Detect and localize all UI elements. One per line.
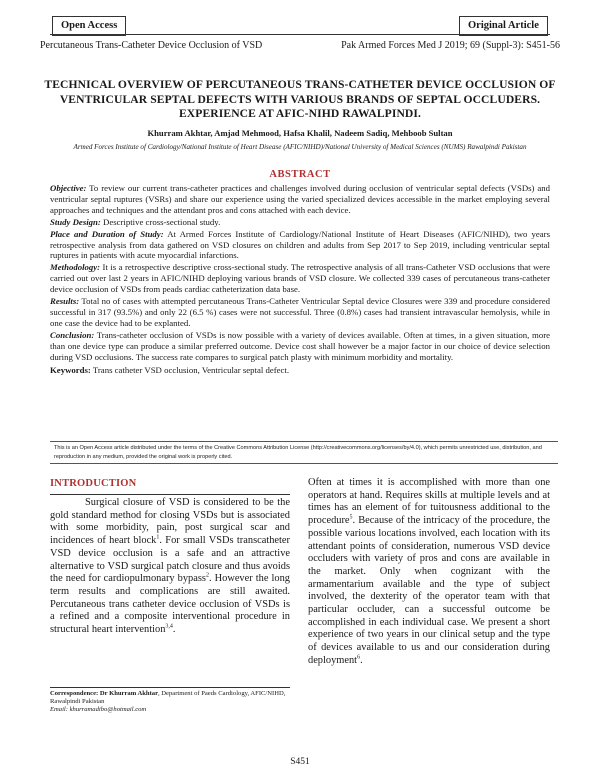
- citation-ref: 5: [349, 514, 353, 521]
- abstract-methodology: Methodology: It is a retrospective descriptive cross-sectional study. The retrospective analysis of all trans-Catheter VSD occlusions that were carried out over last 2 years in AFIC/NIHD deploying various brands of VSD closure. We collected 339 cases of percutaneous trans-catheter device occlusion of VSDs from peads cardiac catheterization data base.: [50, 262, 550, 295]
- article-title: TECHNICAL OVERVIEW OF PERCUTANEOUS TRANS-CATHETER DEVICE OCCLUSION OF VENTRICULAR SEPTAL DEFECTS WITH VARIOUS BRANDS OF SEPTAL OCCLUDERS. EXPERIENCE AT AFIC-NIHD RAWALPINDI.: [44, 78, 556, 120]
- author-list: Khurram Akhtar, Amjad Mehmood, Hafsa Khalil, Nadeem Sadiq, Mehboob Sultan: [147, 128, 453, 138]
- license-notice: This is an Open Access article distributed under the terms of the Creative Commons Attribution License (http://creativecommons.org/licenses/by/4.0), which permits unrestricted use, distribution, and reproduction in any medium, provided the original work is properly cited.: [50, 441, 558, 464]
- introduction-heading: INTRODUCTION: [50, 478, 137, 489]
- abstract-keywords: Keywords: Trans catheter VSD occlusion, Ventricular septal defect.: [50, 364, 290, 375]
- abstract-place: Place and Duration of Study: At Armed Forces Institute of Cardiology/National Institute of Heart Diseases (AFIC/NIHD), two years retrospective analysis from data gathered on VSD closures on children and adults from Sep 2017 to Sep 2019, including ventricular septal ruptures in patients with acute myocardial infarctions.: [50, 228, 550, 261]
- intro-right-column: [308, 477, 550, 668]
- introduction-rule: [50, 494, 290, 495]
- open-access-badge: Open Access: [52, 16, 126, 36]
- running-title: Percutaneous Trans-Catheter Device Occlusion of VSD: [40, 40, 263, 51]
- abstract-results: Results: Total no of cases with attempted percutaneous Trans-Catheter Ventricular Septal device Closures were 339 and procedure considered successful in 317 (93.5%) and only 22 (6.5 %) cases were not successful. Three (0.8%) cases had transient intravascular hemolysis, while in one case the device had to be explanted.: [50, 296, 550, 328]
- abstract-heading: ABSTRACT: [269, 169, 331, 180]
- citation-ref: 6: [357, 654, 361, 661]
- abstract-conclusion: Conclusion: Trans-catheter occlusion of VSDs is now possible with a variety of devices available. Often at times, in a given situation, more than one device type can produce a similar preferred outcome. Device cost shall however be a major factor in our choice of device selection during VSD occlusions. The success rate compares to surgical patch plasty with minimum morbidity and mortality.: [50, 329, 550, 362]
- intro-paragraph-2: Often at times it is accomplished with more than one operators at hand. Requires skills at multiple levels and at times has an element of for tuitousness additional to the procedure$^5$. Because of the intricacy of the procedure, the possible various locations involved, each location with its attendant points of consideration, numerous VSD device occluders with variety of pros and cons are available in the market. Only when cognizant with the armamentarium available and the type of subject involved, the dexterity of the operator team with that particular occluder, can a successful outcome be accomplished in each individual case. We present a short experience of two years in our clinical setup and the type of devices available to us and our consideration during deployment$^6$.: [308, 477, 550, 666]
- citation-ref: 1: [156, 534, 160, 541]
- journal-citation: Pak Armed Forces Med J 2019; 69 (Suppl-3): S451-56: [341, 40, 560, 51]
- correspondence: Correspondence: Dr Khurram Akhtar, Department of Paeds Cardiology, AFIC/NIHD, Rawalpindi Pakistan Email: khurramadibo@hotmail.com: [50, 690, 286, 714]
- page-number: S451: [290, 757, 310, 767]
- header-divider: [50, 34, 550, 35]
- affiliation: Armed Forces Institute of Cardiology/National Institute of Heart Disease (AFIC/NIHD)/National University of Medical Sciences (NUMS) Rawalpindi Pakistan: [73, 143, 527, 151]
- intro-left-column: [50, 497, 290, 637]
- abstract-body: [50, 183, 550, 376]
- abstract-objective: Objective: To review our current trans-catheter practices and challenges involved during occlusion of ventricular septal defects (VSDs) and ventricular septal ruptures (VSRs) and share our experience using the varied specialized devices accessible in the market employing several approaches and techniques and the attendant pros and cons attached with each device.: [50, 183, 550, 215]
- abstract-design: Study Design: Descriptive cross-sectional study.: [50, 216, 221, 227]
- correspondence-email: Email: khurramadibo@hotmail.com: [50, 706, 147, 714]
- citation-ref: 2: [205, 572, 209, 579]
- intro-paragraph-1: Surgical closure of VSD is considered to be the gold standard method for closing VSDs but is associated with some morbidity, pain, post surgical scar and incidences of heart block$^1$. For small VSDs transcatheter VSD device occlusion is a safe and an attractive alternative to VSD surgical patch closure and thus avoids the need for cardiopulmonary bypass$^2$. However the long term results and complications are still awaited. Percutaneous trans catheter device occlusion of VSDs is a refined and a composite interventional procedure in structural heart intervention$^{3,4}$.: [50, 497, 290, 636]
- article-type-badge: Original Article: [459, 16, 548, 36]
- citation-ref: 3,4: [165, 623, 173, 630]
- correspondence-rule: [50, 687, 290, 688]
